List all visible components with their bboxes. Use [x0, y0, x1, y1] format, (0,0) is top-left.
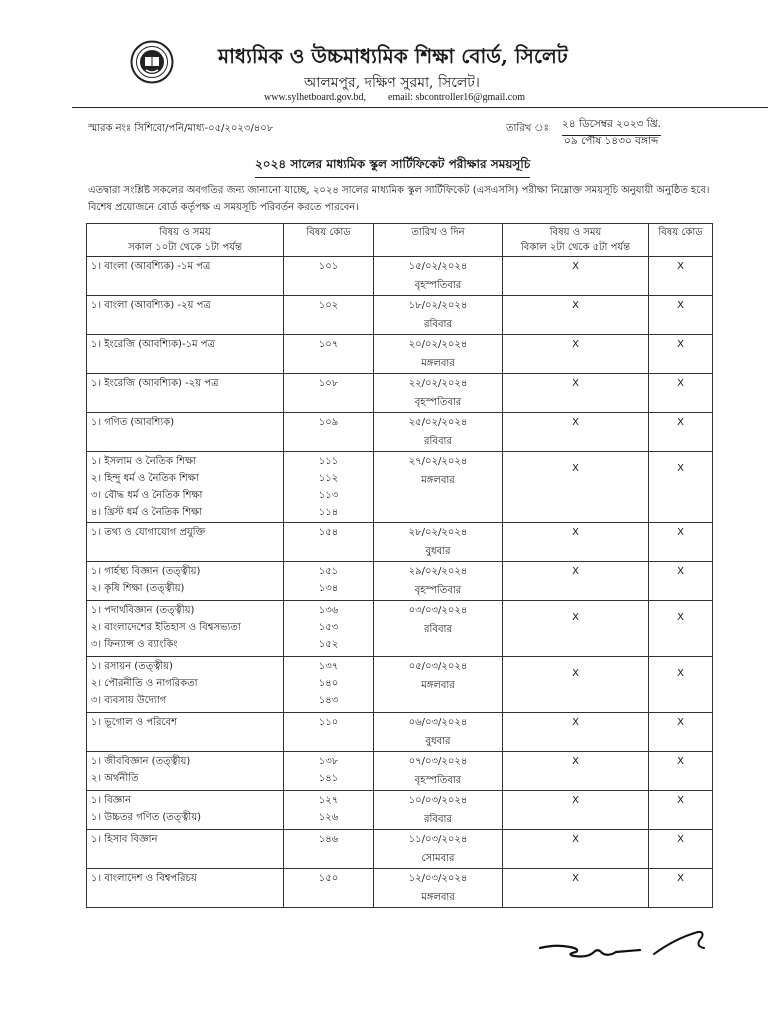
afternoon-code-cell: X: [649, 601, 713, 657]
afternoon-subject-cell: X: [503, 869, 649, 908]
morning-subject-cell: [87, 601, 284, 657]
afternoon-subject-cell: X: [503, 374, 649, 413]
afternoon-code-cell: X: [649, 413, 713, 452]
exam-day: রবিবার: [424, 319, 452, 330]
subject-name: ১। বাংলাদেশ ও বিশ্বপরিচয়: [91, 873, 197, 884]
exam-date-cell: [374, 657, 503, 713]
morning-subject-header: বিষয় ও সময় সকাল ১০টা থেকে ১টা পর্যন্ত: [87, 224, 284, 257]
subject-name: ১। বাংলা (আবশ্যিক) -১ম পত্র: [91, 261, 211, 272]
exam-day: মঙ্গলবার: [421, 358, 455, 369]
exam-schedule-table: [86, 223, 713, 908]
exam-date: ২২/০২/২০২৪: [408, 378, 468, 389]
subject-code: ১৩৬: [318, 605, 339, 616]
subject-name: ২। কৃষি শিক্ষা (তত্ত্বীয়): [91, 583, 185, 594]
table-row: [87, 413, 713, 452]
subject-code: ১৫০: [318, 873, 339, 884]
subject-code-cell: [284, 657, 374, 713]
exam-date-cell: [374, 413, 503, 452]
exam-date: ১৫/০২/২০২৪: [408, 261, 468, 272]
morning-subject-cell: [87, 791, 284, 830]
exam-day: রবিবার: [424, 436, 452, 447]
date-header: তারিখ ও দিন: [374, 224, 503, 257]
exam-day: মঙ্গলবার: [421, 892, 455, 903]
table-row: [87, 830, 713, 869]
subject-code-cell: [284, 374, 374, 413]
subject-name: ১। তথ্য ও যোগাযোগ প্রযুক্তি: [91, 527, 206, 538]
subject-name: ২। অর্থনীতি: [91, 773, 139, 784]
subject-code: ১১১: [318, 456, 339, 467]
intro-paragraph: এতদ্বারা সংশ্লিষ্ট সকলের অবগতির জন্য জানানো যাচ্ছে, ২০২৪ সালের মাধ্যমিক স্কুল সার্টিফিকেট (এসএসসি) পরীক্ষা নিম্নোক্ত সময়সূচি অনুযায়ী অনুষ্ঠিত হবে। বিশেষ প্রয়োজনে বোর্ড কর্তৃপক্ষ এ সময়সূচি পরিবর্তন করতে পারবেন।: [88, 185, 710, 213]
exam-date: ২৫/০২/২০২৪: [408, 417, 468, 428]
header-divider: [72, 107, 768, 108]
website-text: www.sylhetboard.gov.bd,: [264, 92, 367, 103]
subject-code: ১২৬: [318, 812, 339, 823]
exam-date-cell: [374, 523, 503, 562]
exam-day: বৃহস্পতিবার: [414, 775, 462, 786]
afternoon-code-cell: X: [649, 830, 713, 869]
subject-code-cell: [284, 257, 374, 296]
subject-code: ১০৭: [318, 339, 339, 350]
afternoon-code-cell: X: [649, 374, 713, 413]
exam-date-cell: [374, 335, 503, 374]
exam-day: বৃহস্পতিবার: [414, 397, 462, 408]
subject-code: ১৩৪: [318, 583, 339, 594]
subject-code-cell: [284, 296, 374, 335]
morning-subject-cell: [87, 452, 284, 523]
morning-subject-cell: [87, 657, 284, 713]
afternoon-code-cell: X: [649, 523, 713, 562]
afternoon-code-cell: X: [649, 335, 713, 374]
morning-subject-cell: [87, 869, 284, 908]
exam-date-cell: [374, 791, 503, 830]
morning-subject-cell: [87, 374, 284, 413]
table-row: [87, 713, 713, 752]
exam-date-cell: [374, 562, 503, 601]
subject-name: ১। জীববিজ্ঞান (তত্ত্বীয়): [91, 756, 191, 767]
subject-code: ১০৮: [318, 378, 339, 389]
exam-date-cell: [374, 601, 503, 657]
subject-name: ২। হিন্দু ধর্ম ও নৈতিক শিক্ষা: [91, 473, 199, 484]
subject-name: ১। পদার্থবিজ্ঞান (তত্ত্বীয়): [91, 605, 195, 616]
exam-day: বুধবার: [425, 546, 451, 557]
subject-name: ১। ইংরেজি (আবশ্যিক)-১ম পত্র: [91, 339, 215, 350]
exam-day: মঙ্গলবার: [421, 680, 455, 691]
exam-date: ১৮/০২/২০২৪: [408, 300, 468, 311]
afternoon-subject-cell: X: [503, 830, 649, 869]
email-text: email: sbcontroller16@gmail.com: [388, 92, 525, 103]
schedule-body: [87, 257, 713, 908]
subject-code: ১১৩: [318, 490, 339, 501]
exam-date: ২৯/০২/২০২৪: [408, 566, 468, 577]
subject-name: ২। বাংলাদেশের ইতিহাস ও বিশ্বসভ্যতা: [91, 622, 241, 633]
subject-name: ৩। ফিন্যান্স ও ব্যাংকিং: [91, 639, 178, 650]
subject-code: ১০১: [318, 261, 339, 272]
page-title: মাধ্যমিক ও উচ্চমাধ্যমিক শিক্ষা বোর্ড, সিলেট: [218, 44, 568, 68]
afternoon-subject-cell: X: [503, 257, 649, 296]
exam-day: রবিবার: [424, 814, 452, 825]
subject-code-cell: [284, 713, 374, 752]
subject-code: ১৫১: [318, 566, 339, 577]
exam-date-cell: [374, 296, 503, 335]
table-row: [87, 562, 713, 601]
subject-code: ১৫৩: [318, 622, 339, 633]
morning-subject-cell: [87, 830, 284, 869]
table-row: [87, 523, 713, 562]
exam-date: ২০/০২/২০২৪: [408, 339, 468, 350]
subject-code: ১২৭: [318, 795, 339, 806]
subject-name: ১। বাংলা (আবশ্যিক) -২য় পত্র: [91, 300, 211, 311]
afternoon-subject-cell: X: [503, 335, 649, 374]
table-row: [87, 335, 713, 374]
subject-name: ১। ভূগোল ও পরিবেশ: [91, 717, 177, 728]
afternoon-subject-cell: X: [503, 657, 649, 713]
date-bangla: ০৯ পৌষ ১৪৩০ বঙ্গাব্দ: [564, 135, 659, 147]
subject-code: ১৪৬: [318, 834, 339, 845]
date-gregorian: ২৪ ডিসেম্বর ২০২৩ খ্রি.: [562, 117, 661, 136]
afternoon-code-cell: X: [649, 257, 713, 296]
table-row: [87, 257, 713, 296]
afternoon-subject-cell: X: [503, 713, 649, 752]
morning-subject-cell: [87, 752, 284, 791]
table-row: [87, 657, 713, 713]
schedule-heading: ২০২৪ সালের মাধ্যমিক স্কুল সার্টিফিকেট পরীক্ষার সময়সূচি: [255, 156, 530, 178]
subject-code: ১৫৪: [318, 527, 339, 538]
subject-name: ১। ইংরেজি (আবশ্যিক) -২য় পত্র: [91, 378, 219, 389]
table-row: [87, 452, 713, 523]
subject-name: ১। ইসলাম ও নৈতিক শিক্ষা: [91, 456, 197, 467]
subject-name: ৩। বৌদ্ধ ধর্ম ও নৈতিক শিক্ষা: [91, 490, 203, 501]
subject-code: ১৪১: [318, 773, 339, 784]
exam-date-cell: [374, 374, 503, 413]
subject-code-cell: [284, 413, 374, 452]
subject-name: ১। রসায়ন (তত্ত্বীয়): [91, 661, 173, 672]
exam-date: ০৬/০৩/২০২৪: [408, 717, 468, 728]
exam-date: ০৩/০৩/২০২৪: [408, 605, 468, 616]
afternoon-subject-cell: X: [503, 791, 649, 830]
morning-subject-cell: [87, 335, 284, 374]
exam-date: ১২/০৩/২০২৪: [408, 873, 468, 884]
afternoon-subject-header: বিষয় ও সময় বিকাল ২টা থেকে ৫টা পর্যন্ত: [503, 224, 649, 257]
table-row: [87, 296, 713, 335]
morning-subject-cell: [87, 562, 284, 601]
afternoon-code-cell: X: [649, 296, 713, 335]
exam-day: সোমবার: [421, 853, 455, 864]
exam-date: ২৮/০২/২০২৪: [408, 527, 468, 538]
exam-date-cell: [374, 869, 503, 908]
morning-subject-cell: [87, 257, 284, 296]
afternoon-code-cell: X: [649, 562, 713, 601]
board-address: আলমপুর, দক্ষিণ সুরমা, সিলেট।: [304, 75, 480, 91]
subject-name: ২। পৌরনীতি ও নাগরিকতা: [91, 678, 198, 689]
afternoon-subject-cell: X: [503, 752, 649, 791]
morning-subject-cell: [87, 296, 284, 335]
subject-code-cell: [284, 562, 374, 601]
exam-date: ০৫/০৩/২০২৪: [408, 661, 468, 672]
exam-day: বৃহস্পতিবার: [414, 585, 462, 596]
subject-code-cell: [284, 523, 374, 562]
subject-name: ১। গার্হস্থ্য বিজ্ঞান (তত্ত্বীয়): [91, 566, 201, 577]
table-row: [87, 869, 713, 908]
subject-code: ১১৪: [318, 507, 339, 518]
exam-date-cell: [374, 752, 503, 791]
subject-code: ১৪৩: [318, 695, 339, 706]
table-row: [87, 791, 713, 830]
subject-code-cell: [284, 830, 374, 869]
subject-code-cell: [284, 601, 374, 657]
subject-name: ১। উচ্চতর গণিত (তত্ত্বীয়): [91, 812, 202, 823]
subject-code-cell: [284, 452, 374, 523]
afternoon-code-header: বিষয় কোড: [649, 224, 713, 257]
afternoon-subject-cell: X: [503, 601, 649, 657]
handwritten-signature-icon: [536, 924, 716, 964]
subject-code-cell: [284, 869, 374, 908]
board-seal-icon: [130, 40, 174, 84]
subject-name: ৩। ব্যবসায় উদ্যোগ: [91, 695, 167, 706]
afternoon-subject-cell: X: [503, 562, 649, 601]
subject-name: ১। হিসাব বিজ্ঞান: [91, 834, 158, 845]
afternoon-code-cell: X: [649, 752, 713, 791]
subject-code: ১১২: [318, 473, 339, 484]
subject-code: ১০৯: [318, 417, 339, 428]
exam-date-cell: [374, 257, 503, 296]
subject-code: ১৫২: [318, 639, 339, 650]
table-row: [87, 601, 713, 657]
subject-code: ১৪০: [318, 678, 339, 689]
afternoon-subject-cell: X: [503, 296, 649, 335]
memo-reference: স্মারক নংঃ সিশিবো/পনি/মাধ্য-০৫/২০২৩/৪০৮: [88, 123, 274, 134]
exam-day: বুধবার: [425, 736, 451, 747]
exam-date-cell: [374, 452, 503, 523]
exam-date: ১১/০৩/২০২৪: [408, 834, 468, 845]
exam-day: মঙ্গলবার: [421, 475, 455, 486]
subject-code: ১৩৭: [318, 661, 339, 672]
afternoon-subject-cell: X: [503, 452, 649, 523]
exam-day: বৃহস্পতিবার: [414, 280, 462, 291]
afternoon-subject-cell: X: [503, 523, 649, 562]
afternoon-code-cell: X: [649, 452, 713, 523]
exam-date-cell: [374, 713, 503, 752]
morning-subject-cell: [87, 713, 284, 752]
morning-subject-cell: [87, 523, 284, 562]
subject-code: ১০২: [318, 300, 339, 311]
table-row: [87, 374, 713, 413]
subject-code-cell: [284, 752, 374, 791]
exam-date: ২৭/০২/২০২৪: [408, 456, 468, 467]
code-header: বিষয় কোড: [284, 224, 374, 257]
exam-date-cell: [374, 830, 503, 869]
subject-code-cell: [284, 335, 374, 374]
afternoon-code-cell: X: [649, 791, 713, 830]
afternoon-code-cell: X: [649, 713, 713, 752]
exam-date: ০৭/০৩/২০২৪: [408, 756, 468, 767]
table-header-row: [87, 224, 713, 257]
contact-line: [264, 92, 547, 103]
subject-name: ১। বিজ্ঞান: [91, 795, 132, 806]
subject-name: ৪। খ্রিস্ট ধর্ম ও নৈতিক শিক্ষা: [91, 507, 203, 518]
subject-code: ১৩৮: [318, 756, 339, 767]
subject-name: ১। গণিত (আবশ্যিক): [91, 417, 175, 428]
subject-code: ১১০: [318, 717, 339, 728]
morning-subject-cell: [87, 413, 284, 452]
table-row: [87, 752, 713, 791]
date-label: তারিখ ঃ: [506, 123, 549, 134]
afternoon-subject-cell: X: [503, 413, 649, 452]
exam-date: ১০/০৩/২০২৪: [408, 795, 468, 806]
afternoon-code-cell: X: [649, 657, 713, 713]
exam-day: রবিবার: [424, 624, 452, 635]
subject-code-cell: [284, 791, 374, 830]
afternoon-code-cell: X: [649, 869, 713, 908]
